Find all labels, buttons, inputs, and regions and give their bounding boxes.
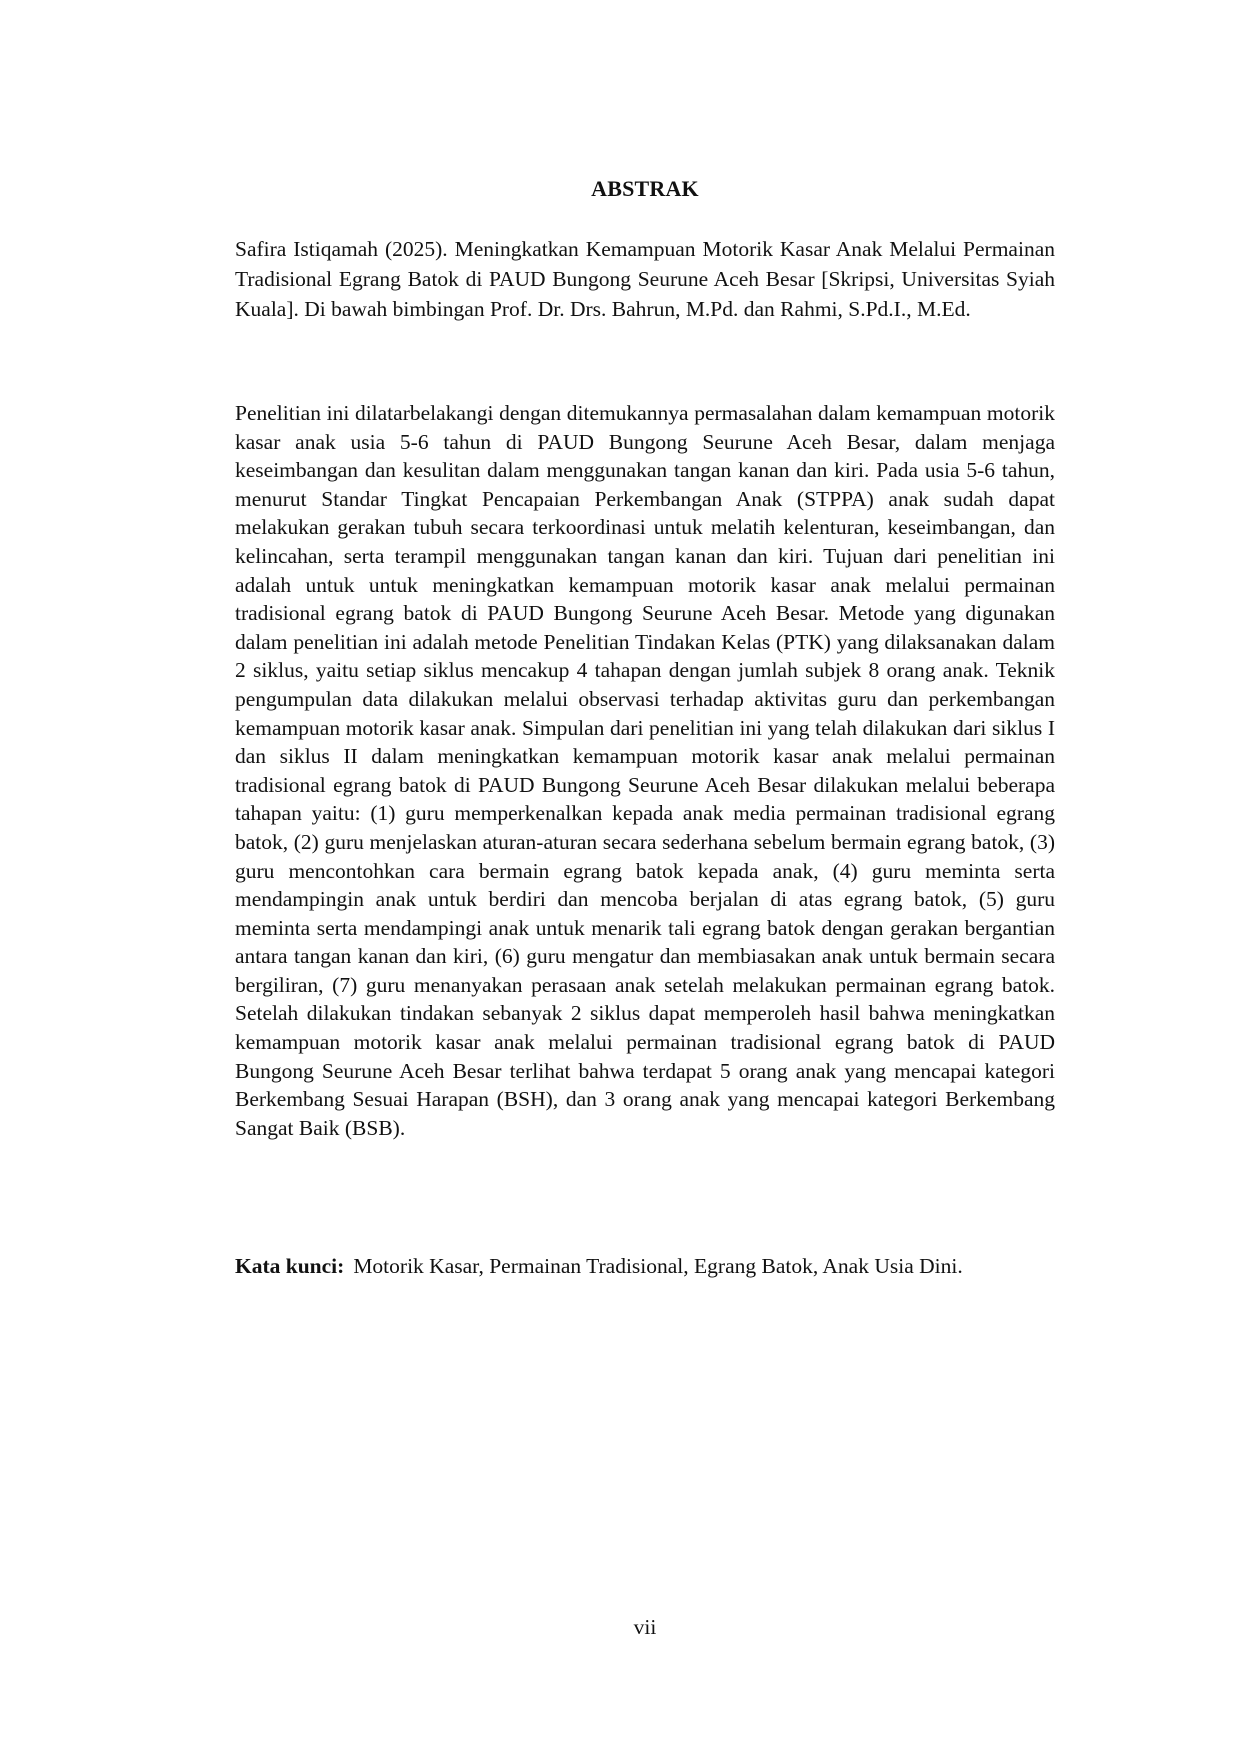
page-title: ABSTRAK	[591, 176, 699, 201]
keywords-label: Kata kunci:	[235, 1254, 345, 1278]
keywords-section	[235, 1251, 1055, 1281]
abstract-paragraph: Penelitian ini dilatarbelakangi dengan ditemukannya permasalahan dalam kemampuan motorik kasar anak usia 5-6 tahun di PAUD Bungong Seurune Aceh Besar, dalam menjaga keseimbangan dan kesulitan dalam menggunakan tangan kanan dan kiri. Pada usia 5-6 tahun, menurut Standar Tingkat Pencapaian Perkembangan Anak (STPPA) anak sudah dapat melakukan gerakan tubuh secara terkoordinasi untuk melatih kelenturan, keseimbangan, dan kelincahan, serta terampil menggunakan tangan kanan dan kiri. Tujuan dari penelitian ini adalah untuk untuk meningkatkan kemampuan motorik kasar anak melalui permainan tradisional egrang batok di PAUD Bungong Seurune Aceh Besar. Metode yang digunakan dalam penelitian ini adalah metode Penelitian Tindakan Kelas (PTK) yang dilaksanakan dalam 2 siklus, yaitu setiap siklus mencakup 4 tahapan dengan jumlah subjek 8 orang anak. Teknik pengumpulan data dilakukan melalui observasi terhadap aktivitas guru dan perkembangan kemampuan motorik kasar anak. Simpulan dari penelitian ini yang telah dilakukan dari siklus I dan siklus II dalam meningkatkan kemampuan motorik kasar anak melalui permainan tradisional egrang batok di PAUD Bungong Seurune Aceh Besar dilakukan melalui beberapa tahapan yaitu: (1) guru memperkenalkan kepada anak media permainan tradisional egrang batok, (2) guru menjelaskan aturan-aturan secara sederhana sebelum bermain egrang batok, (3) guru mencontohkan cara bermain egrang batok kepada anak, (4) guru meminta serta mendampingin anak untuk berdiri dan mencoba berjalan di atas egrang batok, (5) guru meminta serta mendampingi anak untuk menarik tali egrang batok dengan gerakan bergantian antara tangan kanan dan kiri, (6) guru mengatur dan membiasakan anak untuk bermain secara bergiliran, (7) guru menanyakan perasaan anak setelah melakukan permainan egrang batok. Setelah dilakukan tindakan sebanyak 2 siklus dapat memperoleh hasil bahwa meningkatkan kemampuan motorik kasar anak melalui permainan tradisional egrang batok di PAUD Bungong Seurune Aceh Besar terlihat bahwa terdapat 5 orang anak yang mencapai kategori Berkembang Sesuai Harapan (BSH), dan 3 orang anak yang mencapai kategori Berkembang Sangat Baik (BSB).	[235, 401, 1055, 1140]
keywords-text: Motorik Kasar, Permainan Tradisional, Egrang Batok, Anak Usia Dini.	[353, 1254, 963, 1278]
page-number: vii	[633, 1615, 657, 1639]
citation-paragraph: Safira Istiqamah (2025). Meningkatkan Kemampuan Motorik Kasar Anak Melalui Permainan Tradisional Egrang Batok di PAUD Bungong Seurune Aceh Besar [Skripsi, Universitas Syiah Kuala]. Di bawah bimbingan Prof. Dr. Drs. Bahrun, M.Pd. dan Rahmi, S.Pd.I., M.Ed.	[235, 237, 1055, 321]
